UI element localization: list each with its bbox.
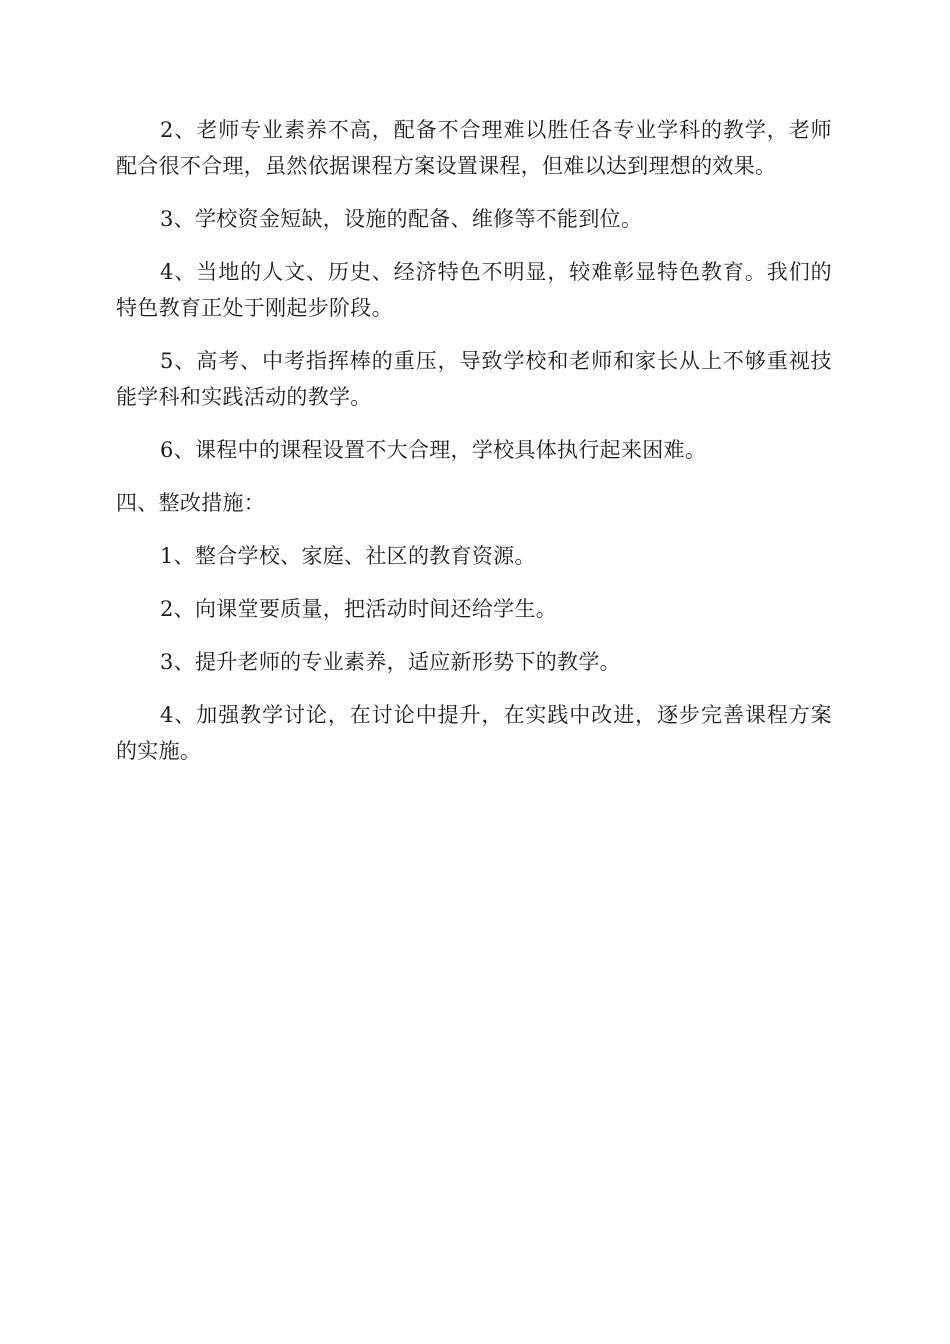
paragraph-measure-1: 1、整合学校、家庭、社区的教育资源。 (160, 544, 536, 568)
paragraph-measure-4: 4、加强教学讨论，在讨论中提升，在实践中改进，逐步完善课程方案的实施。 (116, 703, 832, 763)
paragraph-problem-3: 3、学校资金短缺，设施的配备、维修等不能到位。 (160, 207, 643, 231)
section-heading-measures: 四、整改措施： (116, 491, 266, 515)
paragraph-problem-5: 5、高考、中考指挥棒的重压，导致学校和老师和家长从上不够重视技能学科和实践活动的教学。 (116, 349, 832, 409)
paragraph-measure-3: 3、提升老师的专业素养，适应新形势下的教学。 (160, 650, 621, 674)
paragraph-problem-2: 2、老师专业素养不高，配备不合理难以胜任各专业学科的教学，老师配合很不合理，虽然依据课程方案设置课程，但难以达到理想的效果。 (116, 118, 832, 178)
document-body (116, 112, 832, 786)
paragraph-problem-4: 4、当地的人文、历史、经济特色不明显，较难彰显特色教育。我们的特色教育正处于刚起步阶段。 (116, 260, 832, 320)
paragraph-problem-6: 6、课程中的课程设置不大合理，学校具体执行起来困难。 (160, 438, 707, 462)
paragraph-measure-2: 2、向课堂要质量，把活动时间还给学生。 (160, 597, 558, 621)
